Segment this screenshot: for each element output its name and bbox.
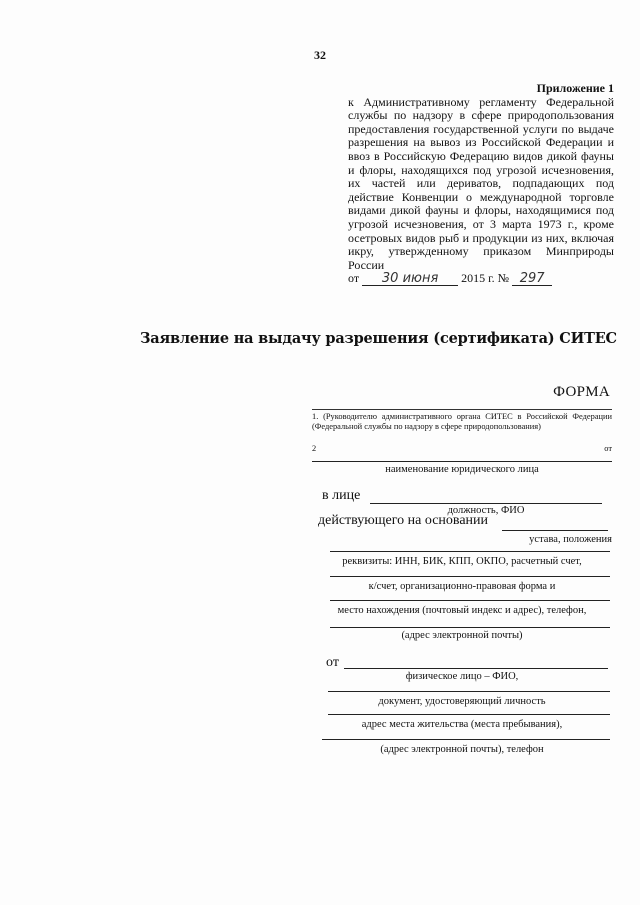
caption-id-document: документ, удостоверяющий личность <box>378 696 546 707</box>
residence-line[interactable] <box>328 714 610 715</box>
appendix-block <box>348 82 614 286</box>
location-line[interactable] <box>330 600 610 601</box>
appendix-title: Приложение 1 <box>536 81 614 95</box>
handwritten-number: 297 <box>512 273 552 286</box>
basis-line[interactable] <box>502 530 608 531</box>
requisites-line-1[interactable] <box>330 551 610 552</box>
form-line-2 <box>312 444 612 453</box>
line2-ot: от <box>604 444 612 453</box>
v-litse-label: в лице <box>322 488 361 503</box>
form-recipient: 1. (Руководителю административного органа СИТЕС в Российской Федерации (Федеральной службы по надзору в сфере природопользования) <box>312 412 612 431</box>
document-title: Заявление на выдачу разрешения (сертификата) СИТЕС <box>140 330 617 347</box>
date-year: 2015 г. № <box>461 271 510 286</box>
email-line-1[interactable] <box>330 627 610 628</box>
caption-requisites-1: реквизиты: ИНН, БИК, КПП, ОКПО, расчетный счет, <box>342 556 582 567</box>
page-number: 32 <box>314 48 326 62</box>
individual-line[interactable] <box>344 668 608 669</box>
caption-email-phone: (адрес электронной почты), телефон <box>380 744 544 755</box>
caption-position: должность, ФИО <box>447 505 525 516</box>
date-prefix: от <box>348 271 360 286</box>
form-label: ФОРМА <box>553 384 610 400</box>
appendix-date <box>348 272 614 286</box>
caption-individual: физическое лицо – ФИО, <box>405 671 519 682</box>
ot-label: от <box>326 655 339 670</box>
caption-email-1: (адрес электронной почты) <box>401 630 523 641</box>
caption-location: место нахождения (почтовый индекс и адрес), телефон, <box>337 605 587 616</box>
caption-legal-entity: наименование юридического лица <box>385 464 539 475</box>
legal-entity-line[interactable] <box>312 461 612 462</box>
id-document-line[interactable] <box>328 691 610 692</box>
line2-number: 2 <box>312 444 317 453</box>
requisites-line-2[interactable] <box>330 576 610 577</box>
acting-basis-label: действующего на основании <box>318 513 489 528</box>
appendix-body: к Административному регламенту Федеральной службы по надзору в сфере природопользования предоставления государственной услуги по выдаче разрешения на вывоз из Российской Федерации и ввоз в Российскую Федерацию видов дикой фауны и флоры, находящихся под угрозой исчезновения, их частей или дериватов, подпадающих под действие Конвенции о международной торговле видами дикой фауны и флоры, находящимися под угрозой исчезновения, от 3 марта 1973 г., кроме осетровых видов рыб и продукции из них, включая икру, утвержденному приказом Минприроды России <box>348 94 614 272</box>
email-phone-line[interactable] <box>322 739 610 740</box>
form-top-rule <box>312 409 612 410</box>
caption-charter: устава, положения <box>529 534 612 545</box>
caption-requisites-2: к/счет, организационно-правовая форма и <box>368 581 556 592</box>
representative-line[interactable] <box>370 503 602 504</box>
handwritten-date: 30 июня <box>362 273 458 286</box>
caption-residence: адрес места жительства (места пребывания), <box>361 719 563 730</box>
